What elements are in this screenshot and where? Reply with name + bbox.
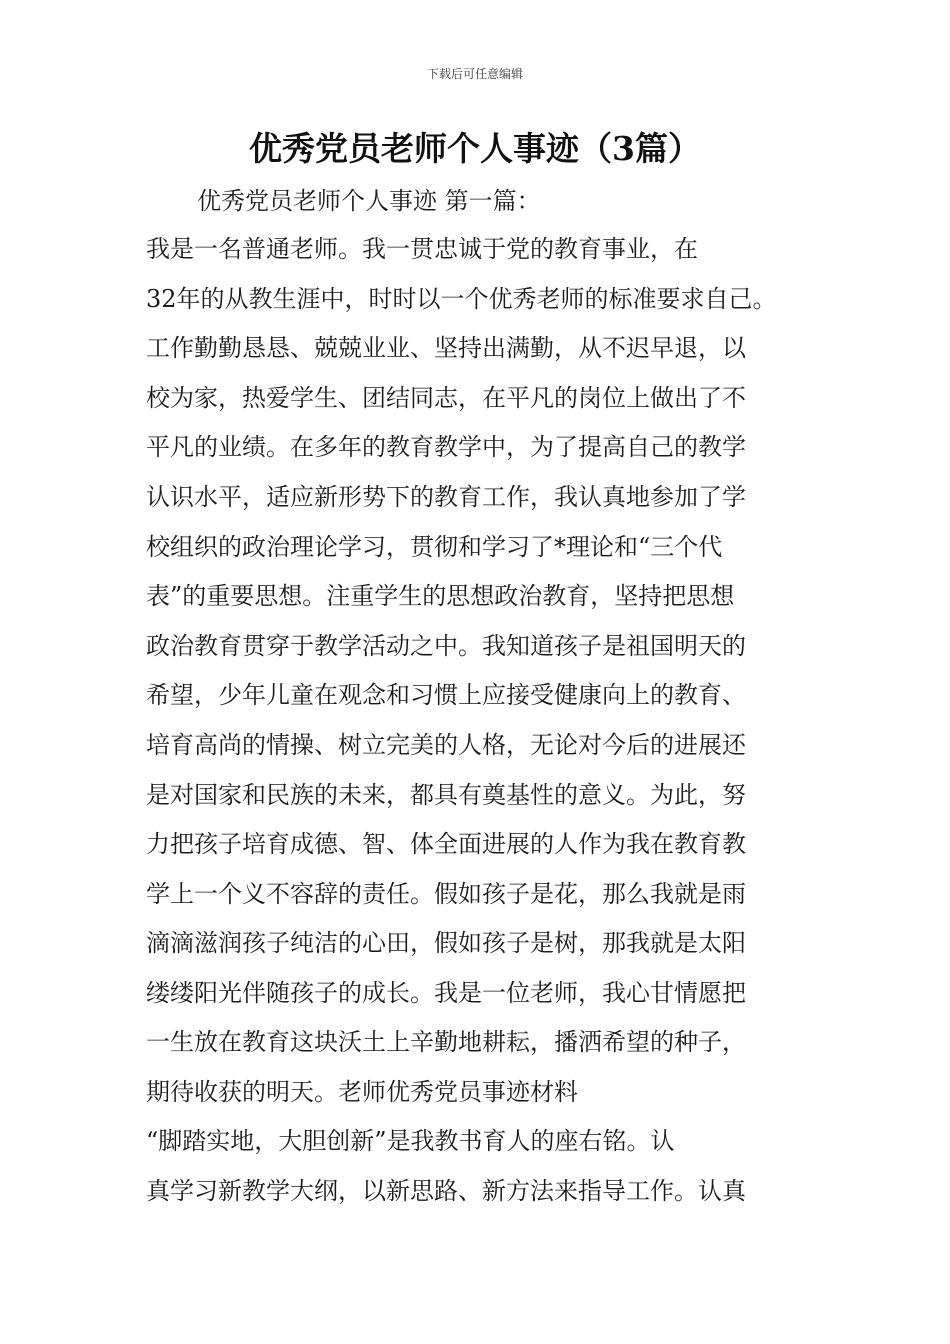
body-line: 培育高尚的情操、树立完美的人格，无论对今后的进展还	[146, 731, 746, 759]
body-line: 一生放在教育这块沃土上辛勤地耕耘，播洒希望的种子，	[146, 1028, 746, 1056]
body-line: 政治教育贯穿于教学活动之中。我知道孩子是祖国明天的	[146, 632, 746, 660]
body-line: 工作勤勤恳恳、兢兢业业、坚持出满勤，从不迟早退，以	[146, 334, 746, 362]
section-subtitle: 优秀党员老师个人事迹 第一篇：	[197, 187, 541, 215]
body-line: 学上一个义不容辞的责任。假如孩子是花，那么我就是雨	[146, 880, 746, 908]
body-line: 认识水平，适应新形势下的教育工作，我认真地参加了学	[146, 483, 746, 511]
body-line: 我是一名普通老师。我一贯忠诚于党的教育事业，在	[146, 235, 698, 263]
body-line: 校为家，热爱学生、团结同志，在平凡的岗位上做出了不	[146, 384, 746, 412]
body-line: 力把孩子培育成德、智、体全面进展的人作为我在教育教	[146, 830, 746, 858]
body-line: 期待收获的明天。老师优秀党员事迹材料	[146, 1078, 578, 1106]
header-note: 下载后可任意编辑	[426, 67, 523, 81]
body-line: 真学习新教学大纲，以新思路、新方法来指导工作。认真	[146, 1177, 746, 1205]
body-line: 平凡的业绩。在多年的教育教学中，为了提高自己的教学	[146, 433, 746, 461]
body-line: 缕缕阳光伴随孩子的成长。我是一位老师，我心甘情愿把	[146, 979, 746, 1007]
document-title: 优秀党员老师个人事迹（3篇）	[249, 129, 701, 168]
body-line: 表”的重要思想。注重学生的思想政治教育，坚持把思想	[146, 582, 735, 610]
body-line: 希望，少年儿童在观念和习惯上应接受健康向上的教育、	[146, 681, 746, 709]
body-line: 32年的从教生涯中，时时以一个优秀老师的标准要求自己。	[146, 285, 777, 313]
body-line: 校组织的政治理论学习，贯彻和学习了*理论和“三个代	[146, 533, 723, 561]
body-line: 是对国家和民族的未来，都具有奠基性的意义。为此，努	[146, 781, 746, 809]
body-line: “脚踏实地，大胆创新”是我教书育人的座右铭。认	[146, 1127, 675, 1155]
body-line: 滴滴滋润孩子纯洁的心田，假如孩子是树，那我就是太阳	[146, 929, 746, 957]
